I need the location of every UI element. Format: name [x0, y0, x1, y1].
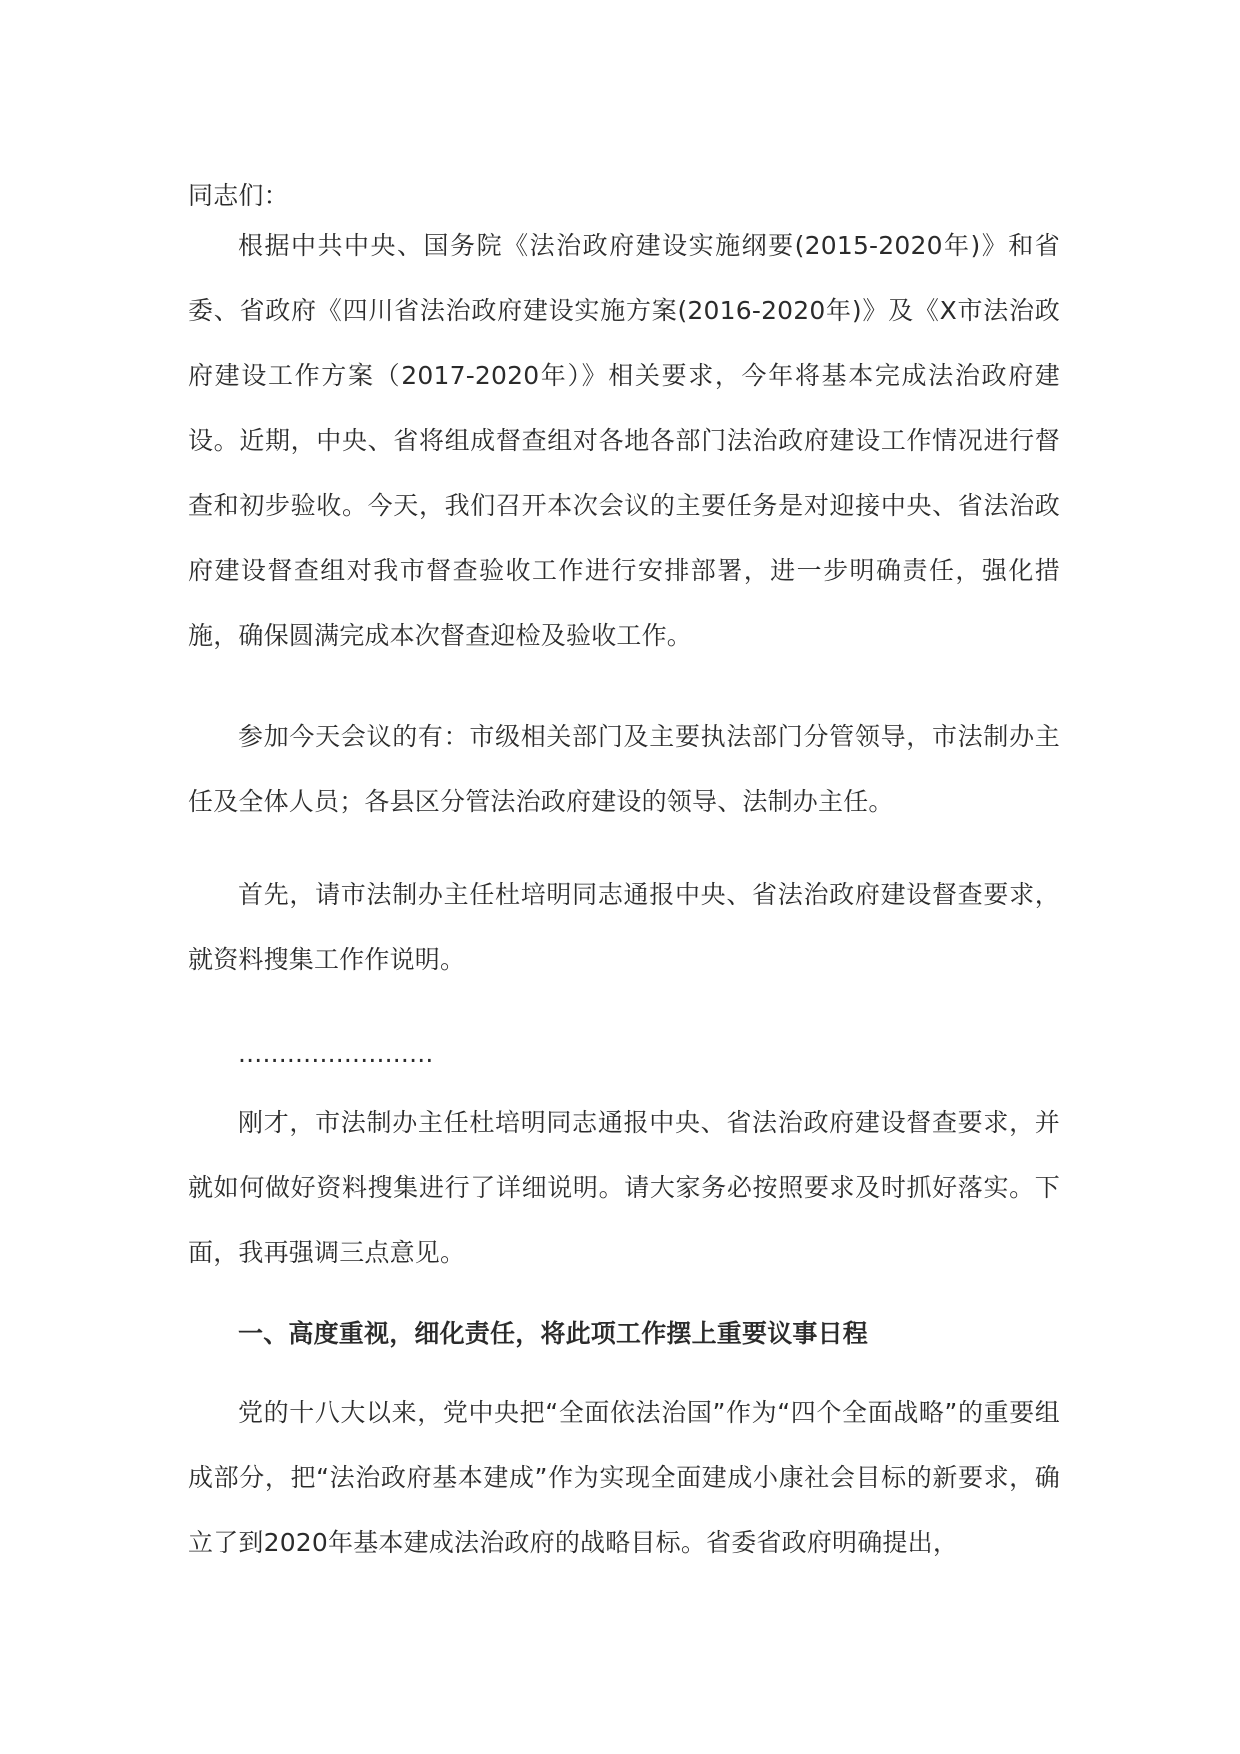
paragraph-background: 根据中共中央、国务院《法治政府建设实施纲要(2015-2020年)》和省委、省政府《四川省法治政府建设实施方案(2016-2020年)》及《X市法治政府建设工作方案（2017-2020年）》相关要求，今年将基本完成法治政府建设。近期，中央、省将组成督查组对各地各部门法治政府建设工作情况进行督查和初步验收。今天，我们召开本次会议的主要任务是对迎接中央、省法治政府建设督查组对我市督查验收工作进行安排部署，进一步明确责任，强化措施，确保圆满完成本次督查迎检及验收工作。 — [188, 231, 1060, 650]
paragraph-summary: 刚才，市法制办主任杜培明同志通报中央、省法治政府建设督查要求，并就如何做好资料搜集进行了详细说明。请大家务必按照要求及时抓好落实。下面，我再强调三点意见。 — [188, 1108, 1060, 1267]
section-heading-1: 一、高度重视，细化责任，将此项工作摆上重要议事日程 — [238, 1319, 869, 1348]
paragraph-attendees: 参加今天会议的有：市级相关部门及主要执法部门分管领导，市法制办主任及全体人员；各县区分管法治政府建设的领导、法制办主任。 — [188, 722, 1060, 816]
greeting: 同志们： — [188, 181, 289, 210]
paragraph-section-1-body: 党的十八大以来，党中央把“全面依法治国”作为“四个全面战略”的重要组成部分，把“法治政府基本建成”作为实现全面建成小康社会目标的新要求，确立了到2020年基本建成法治政府的战略目标。省委省政府明确提出， — [188, 1398, 1060, 1557]
paragraph-first-speaker: 首先，请市法制办主任杜培明同志通报中央、省法治政府建设督查要求，就资料搜集工作作说明。 — [188, 880, 1060, 974]
ellipsis-divider: ........................ — [238, 1039, 434, 1068]
